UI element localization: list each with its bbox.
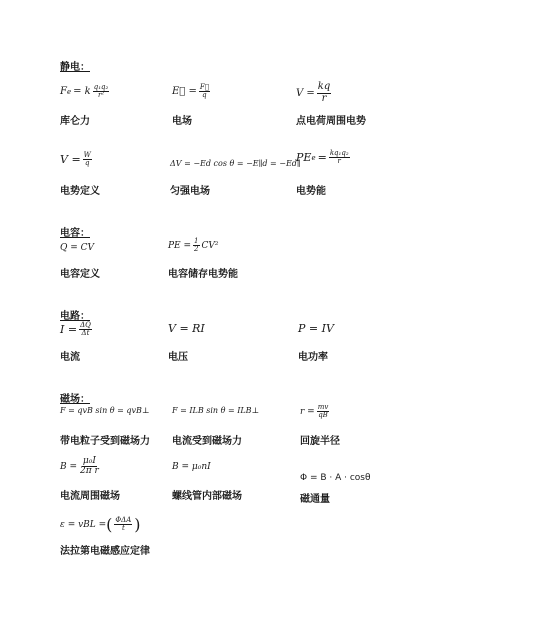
formula-voltage [168, 322, 205, 335]
formula-faraday-den: t [121, 524, 125, 532]
formula-coulomb-fraction [93, 84, 110, 100]
formula-cyclotron-radius [300, 404, 331, 420]
formula-potential-definition [60, 152, 94, 168]
formula-flux-text: Φ = B · A · cosθ [300, 473, 371, 483]
label-power: 电功率 [298, 352, 328, 363]
formula-potential-def-den: q [85, 159, 90, 168]
formula-potential-energy-lhs: PE [296, 151, 312, 165]
formula-faraday-paren-close: ) [134, 515, 141, 534]
formula-point-potential-den: r [321, 92, 327, 104]
formula-cyclotron-lhs: r = [300, 406, 315, 417]
formula-current-den: Δt [81, 329, 90, 338]
formula-capacitor-energy-num: 1 [194, 237, 199, 245]
label-uniform-field: 匀强电场 [170, 186, 210, 197]
formula-field-lhs: E⃗ = [172, 86, 197, 98]
formula-field-fraction [199, 84, 210, 100]
label-capacitance-definition: 电容定义 [60, 269, 100, 280]
formula-coulomb-k: = k [73, 86, 91, 98]
formula-coulomb-num: q₁q₂ [93, 83, 109, 91]
section-heading-circuit: 电路： [60, 311, 90, 322]
label-cyclotron-radius: 回旋半径 [300, 436, 340, 447]
formula-power-text: P = IV [298, 322, 334, 335]
formula-faraday-num: ΦΔA [115, 515, 132, 524]
formula-potential-def-num: W [83, 151, 91, 159]
formula-potential-def-lhs: V = [60, 153, 81, 167]
formula-coulomb-force [60, 84, 111, 100]
label-current: 电流 [60, 352, 80, 363]
formula-solenoid-field [172, 462, 211, 472]
label-point-potential: 点电荷周围电势 [296, 116, 366, 127]
label-ampere-force: 电流受到磁场力 [172, 436, 242, 447]
label-solenoid-field: 螺线管内部磁场 [172, 491, 242, 502]
label-magnetic-flux: 磁通量 [300, 494, 330, 505]
formula-point-potential-num: kq [317, 81, 331, 92]
formula-electric-field [172, 84, 212, 100]
formula-voltage-text: V = RI [168, 322, 205, 335]
formula-capacitor-energy-den: 2 [194, 245, 199, 254]
label-voltage: 电压 [168, 352, 188, 363]
formula-faraday-fraction [114, 517, 132, 533]
formula-cyclotron-num: mv [317, 403, 329, 411]
formula-capacitor-energy-lhs: PE = [168, 240, 192, 251]
formula-potential-energy-sub: e [311, 153, 316, 162]
section-heading-capacitance: 电容： [60, 228, 90, 239]
formula-potential-energy-fraction [329, 150, 350, 166]
formula-lorentz-force [60, 406, 149, 415]
label-potential-definition: 电势定义 [60, 186, 100, 197]
formula-faraday-law [60, 515, 141, 534]
formula-potential-energy-eq: = [317, 151, 327, 165]
formula-point-potential [296, 82, 333, 104]
formula-wire-field-fraction [79, 457, 100, 477]
formula-wire-field [60, 457, 102, 477]
section-heading-magnetism: 磁场： [60, 394, 90, 405]
formula-wire-field-lhs: B = [60, 461, 78, 472]
label-potential-energy: 电势能 [296, 186, 326, 197]
formula-lorentz-text: F = qvB sin θ = qvB⊥ [60, 406, 150, 415]
formula-capacitor-energy [168, 238, 219, 254]
formula-capacitance-text: Q = CV [60, 243, 95, 253]
formula-ampere-force [172, 406, 259, 415]
formula-field-num: F⃗ [199, 83, 209, 91]
formula-cyclotron-den: qB [318, 411, 328, 420]
formula-current-lhs: I = [60, 323, 78, 337]
section-heading-electrostatics: 静电： [60, 62, 90, 73]
label-faraday-law: 法拉第电磁感应定律 [60, 546, 150, 557]
formula-uniform-field [170, 159, 301, 168]
formula-coulomb-lhs-sub: e [66, 87, 72, 96]
label-coulomb-force: 库仑力 [60, 116, 90, 127]
formula-current [60, 322, 94, 338]
formula-magnetic-flux [300, 473, 371, 483]
formula-potential-energy-den: r [337, 157, 341, 166]
formula-uniform-field-text: ΔV = −Ed cos θ = −E∥d = −Ed∥ [170, 159, 301, 168]
formula-faraday-paren-open: ( [106, 515, 113, 534]
formula-faraday-lhs: ε = vBL = [60, 519, 107, 530]
formula-wire-field-den: 2π r [80, 466, 99, 477]
formula-point-potential-fraction [317, 82, 331, 104]
formula-power [298, 322, 334, 335]
formula-wire-field-num: μ₀I [82, 456, 96, 466]
formula-potential-energy [296, 150, 352, 166]
label-electric-field: 电场 [172, 116, 192, 127]
formula-capacitor-energy-fraction [193, 238, 199, 254]
formula-current-num: ΔQ [80, 321, 91, 329]
formula-point-potential-lhs: V = [296, 87, 315, 99]
formula-field-den: q [202, 91, 207, 100]
formula-coulomb-lhs: F [60, 86, 67, 98]
formula-cyclotron-fraction [317, 404, 330, 420]
formula-potential-def-fraction [83, 152, 92, 168]
formula-solenoid-text: B = μ₀nI [172, 462, 211, 472]
formula-coulomb-den: r² [97, 91, 105, 100]
label-capacitor-energy: 电容储存电势能 [168, 269, 238, 280]
label-wire-field: 电流周围磁场 [60, 491, 120, 502]
formula-capacitor-energy-tail: CV² [201, 240, 219, 251]
formula-ampere-text: F = ILB sin θ = ILB⊥ [172, 406, 260, 415]
formula-potential-energy-num: kq₁q₂ [329, 149, 349, 157]
formula-current-fraction [79, 322, 92, 338]
label-lorentz-force: 带电粒子受到磁场力 [60, 436, 150, 447]
formula-capacitance [60, 243, 94, 253]
